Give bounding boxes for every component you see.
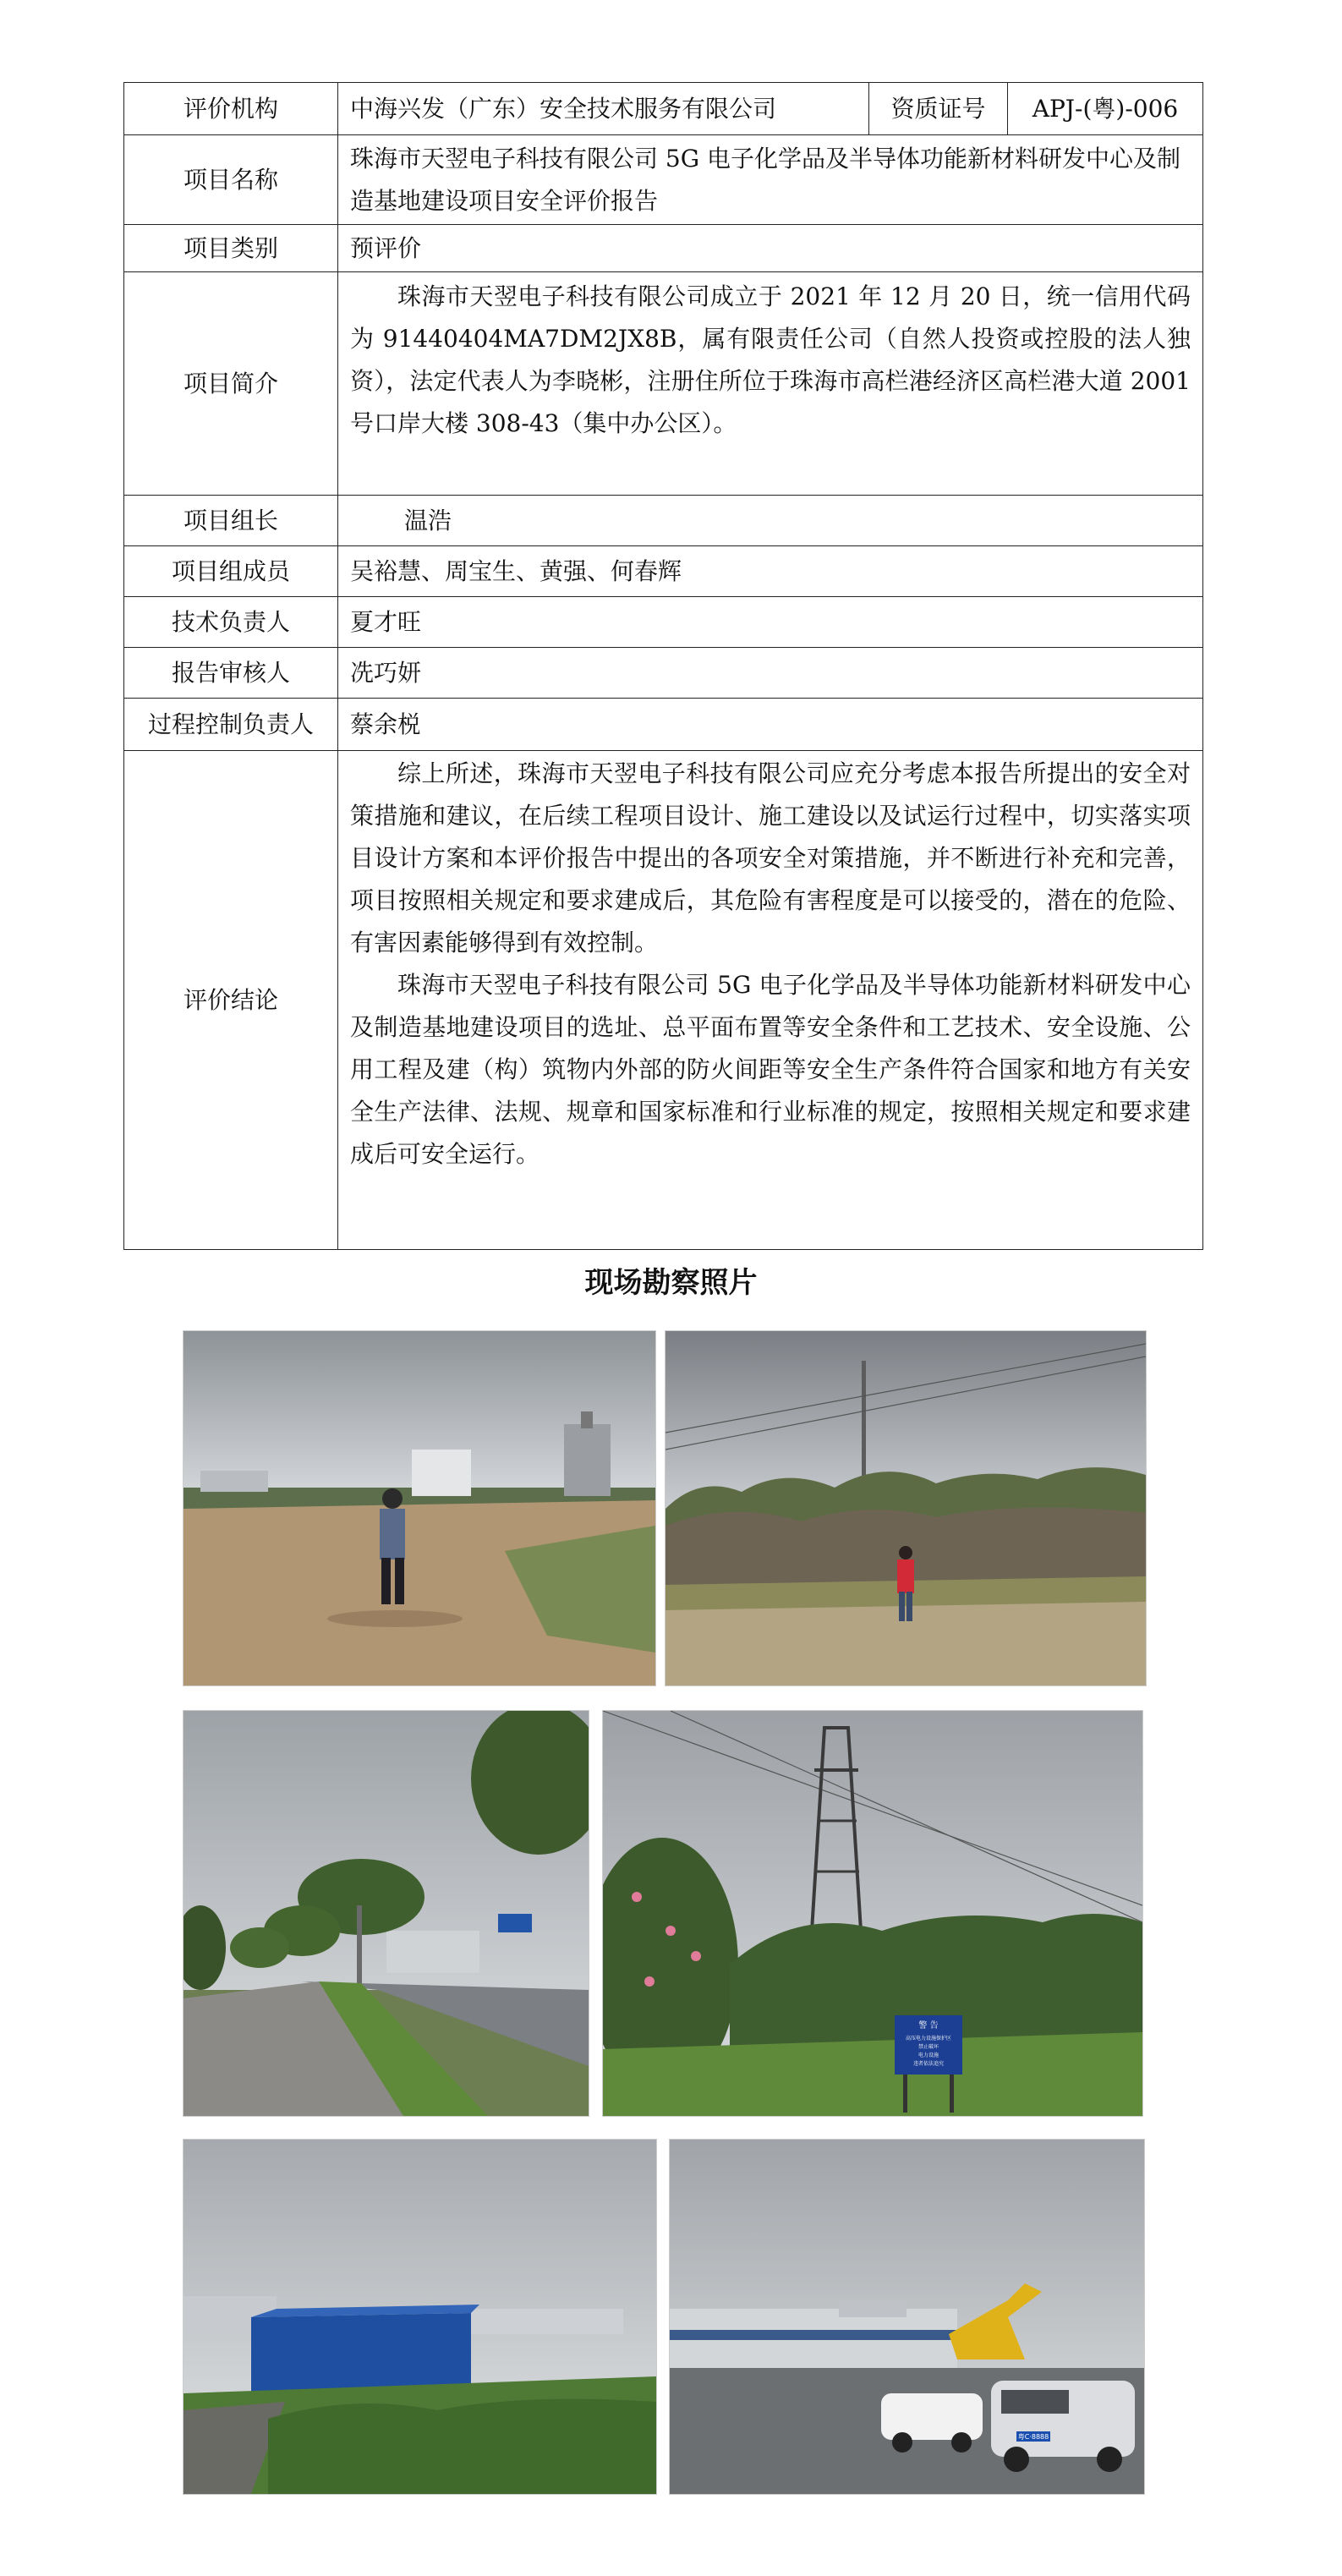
warning-sign-line: 电力设施 bbox=[917, 2053, 939, 2058]
cert-label: 资质证号 bbox=[869, 83, 1008, 135]
warning-sign-line: 高压电力设施保护区 bbox=[905, 2036, 952, 2042]
row-intro bbox=[124, 272, 1203, 496]
photos-section-title: 现场勘察照片 bbox=[584, 1266, 758, 1300]
row-members bbox=[124, 546, 1203, 597]
row-project-type bbox=[124, 225, 1203, 272]
site-photo-4-image bbox=[603, 1711, 1142, 2116]
site-photo-1-image bbox=[183, 1331, 655, 1685]
row-leader bbox=[124, 496, 1203, 546]
intro-cell bbox=[338, 272, 1203, 496]
row-process bbox=[124, 699, 1203, 751]
warning-sign-line: 禁止破坏 bbox=[917, 2044, 939, 2050]
car-plate: 粤C·8888 bbox=[1017, 2433, 1049, 2441]
project-info-table bbox=[123, 82, 1203, 1250]
cert-value: APJ-(粤)-006 bbox=[1008, 83, 1203, 135]
intro-label: 项目简介 bbox=[124, 272, 338, 496]
members-value: 吴裕慧、周宝生、黄强、何春辉 bbox=[338, 546, 1203, 597]
conclusion-paragraph-1: 综上所述，珠海市天翌电子科技有限公司应充分考虑本报告所提出的安全对策措施和建议，在后续工程项目设计、施工建设以及试运行过程中，切实落实项目设计方案和本评价报告中提出的各项安全对策措施，并不断进行补充和完善，项目按照相关规定和要求建成后，其危险有害程度是可以接受的，潜在的危险、有害因素能够得到有效控制。 bbox=[350, 759, 1191, 956]
site-photo-6-image bbox=[670, 2140, 1144, 2494]
conclusion-cell bbox=[338, 751, 1203, 1250]
project-name-value: 珠海市天翌电子科技有限公司 5G 电子化学品及半导体功能新材料研发中心及制造基地建设项目安全评价报告 bbox=[338, 135, 1203, 225]
tech-label: 技术负责人 bbox=[124, 597, 338, 648]
row-project-name bbox=[124, 135, 1203, 225]
site-photo-3 bbox=[183, 1710, 589, 2117]
process-value: 蔡余棁 bbox=[338, 699, 1203, 751]
reviewer-label: 报告审核人 bbox=[124, 648, 338, 699]
members-label: 项目组成员 bbox=[124, 546, 338, 597]
site-photo-5 bbox=[183, 2139, 657, 2495]
conclusion-paragraph-2: 珠海市天翌电子科技有限公司 5G 电子化学品及半导体功能新材料研发中心及制造基地建设项目的选址、总平面布置等安全条件和工艺技术、安全设施、公用工程及建（构）筑物内外部的防火间距等安全生产条件符合国家和地方有关安全生产法律、法规、规章和国家标准和行业标准的规定，按照相关规定和要求建成后可安全运行。 bbox=[350, 971, 1191, 1168]
row-tech bbox=[124, 597, 1203, 648]
leader-value: 温浩 bbox=[338, 496, 1203, 546]
process-label: 过程控制负责人 bbox=[124, 699, 338, 751]
site-photo-2-image bbox=[666, 1331, 1146, 1685]
row-org bbox=[124, 83, 1203, 135]
project-type-value: 预评价 bbox=[338, 225, 1203, 272]
site-photo-4 bbox=[602, 1710, 1143, 2117]
reviewer-value: 冼巧妍 bbox=[338, 648, 1203, 699]
row-conclusion bbox=[124, 751, 1203, 1250]
conclusion-label: 评价结论 bbox=[124, 751, 338, 1250]
project-name-label: 项目名称 bbox=[124, 135, 338, 225]
site-photo-6 bbox=[669, 2139, 1145, 2495]
site-photo-1 bbox=[183, 1330, 656, 1686]
tech-value: 夏才旺 bbox=[338, 597, 1203, 648]
leader-label: 项目组长 bbox=[124, 496, 338, 546]
org-label: 评价机构 bbox=[124, 83, 338, 135]
warning-sign-title: 警 告 bbox=[918, 2021, 939, 2031]
intro-text: 珠海市天翌电子科技有限公司成立于 2021 年 12 月 20 日，统一信用代码为 91440404MA7DM2JX8B，属有限责任公司（自然人投资或控股的法人独资），法定代表人为李晓彬，注册住所位于珠海市高栏港经济区高栏港大道 2001 号口岸大楼 308-43（集中办公区）。 bbox=[350, 282, 1191, 437]
project-type-label: 项目类别 bbox=[124, 225, 338, 272]
row-reviewer bbox=[124, 648, 1203, 699]
org-value: 中海兴发（广东）安全技术服务有限公司 bbox=[338, 83, 869, 135]
warning-sign-line: 违者依法追究 bbox=[912, 2061, 945, 2067]
site-photo-3-image bbox=[183, 1711, 589, 2116]
site-photo-5-image bbox=[183, 2140, 656, 2494]
site-photo-2 bbox=[665, 1330, 1147, 1686]
